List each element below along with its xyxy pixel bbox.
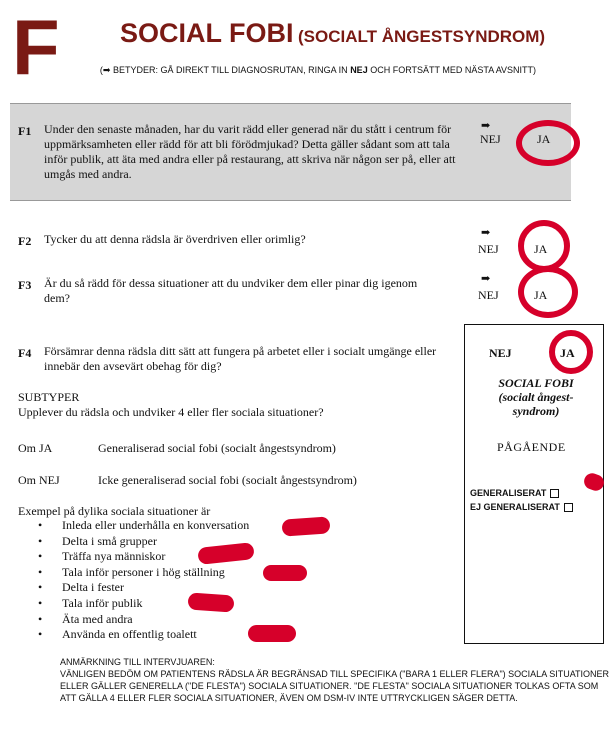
list-item: • Tala inför publik	[38, 596, 249, 612]
question-text-f2: Tycker du att denna rädsla är överdriven eller orimlig?	[44, 232, 306, 246]
diagnosis-title: SOCIAL FOBI (socialt ångest- syndrom)	[498, 376, 574, 418]
option-generaliserat-label: GENERALISERAT	[470, 488, 547, 498]
section-letter: F	[12, 3, 60, 91]
answer-circle-f4	[549, 330, 593, 374]
answer-no-f3[interactable]: NEJ	[478, 288, 499, 302]
question-text-f1: Under den senaste månaden, har du varit rädd eller generad när du stått i centrum för uppmärksamheten eller rädd för att bli förödmjukad? Detta gäller sådant som att tala inför publik, att äta med andra eller på restaurang, att skriva när någon ser på, eller att umgås med andra.	[44, 122, 456, 181]
subtypes-question: Upplever du rädsla och undviker 4 eller fler sociala situationer?	[18, 405, 324, 419]
answer-no-f4[interactable]: NEJ	[489, 346, 512, 360]
page-title	[120, 18, 545, 49]
title-sub: (SOCIALT ÅNGESTSYNDROM)	[297, 27, 546, 46]
note-text: VÄNLIGEN BEDÖM OM PATIENTENS RÄDSLA ÄR BEGRÄNSAD TILL SPECIFIKA ("BARA 1 ELLER FLERA") SOCIALA SITUATIONER ELLER GÄLLER GENERELLA ("DE FLESTA") SOCIALA SITUATIONER. "DE FLESTA" SOCIALA SITUATIONER TOLKAS OFTA SOM ATT GÄLLA 4 ELLER FLER SOCIALA SITUATIONER, ÄVEN OM DSM-IV INTE UTTRYCKLIGEN SÄGER DETTA.	[60, 669, 610, 703]
answer-circle-f1	[516, 120, 580, 166]
pen-mark	[281, 516, 330, 536]
if-no-label: Om NEJ	[18, 473, 60, 487]
option-ej-generaliserat-label: EJ GENERALISERAT	[470, 502, 560, 512]
instruction-post: OCH FORTSÄTT MED NÄSTA AVSNITT)	[367, 65, 537, 75]
question-id-f4: F4	[18, 346, 32, 360]
question-id-f1: F1	[18, 124, 32, 138]
subtypes-heading: SUBTYPER	[18, 390, 80, 404]
instruction-bold: NEJ	[350, 65, 368, 75]
option-ej-generaliserat[interactable]	[470, 502, 573, 512]
note-heading: ANMÄRKNING TILL INTERVJUAREN:	[60, 657, 215, 667]
if-no-text: Icke generaliserad social fobi (socialt ångestsyndrom)	[98, 473, 357, 487]
question-text-f4: Försämrar denna rädsla ditt sätt att fungera på arbetet eller i socialt umgänge eller innebär den avsevärt obehag för dig?	[44, 344, 437, 373]
checkbox-generaliserat[interactable]	[550, 489, 559, 498]
answer-yes-f2[interactable]: JA	[534, 242, 548, 256]
arrow-icon: ➡	[481, 273, 491, 285]
interviewer-note	[60, 656, 612, 704]
answer-no-f1[interactable]: NEJ	[480, 132, 501, 146]
title-main: SOCIAL FOBI	[120, 18, 294, 48]
if-yes-label: Om JA	[18, 441, 53, 455]
pen-mark	[248, 625, 296, 642]
list-item: • Träffa nya människor	[38, 549, 249, 565]
instruction-pre: (➡ BETYDER: GÅ DIREKT TILL DIAGNOSRUTAN, RINGA IN	[99, 65, 351, 75]
instruction-text	[78, 64, 558, 76]
list-item: • Delta i fester	[38, 580, 249, 596]
list-item: • Delta i små grupper	[38, 534, 249, 550]
list-item: • Tala inför personer i hög ställning	[38, 565, 249, 581]
answer-circle-f3	[518, 266, 578, 318]
list-item: • Inleda eller underhålla en konversation	[38, 518, 249, 534]
arrow-icon: ➡	[481, 120, 491, 132]
diagnosis-box	[464, 324, 604, 644]
checkbox-ej-generaliserat[interactable]	[564, 503, 573, 512]
answer-circle-f2	[518, 220, 570, 272]
list-item: • Äta med andra	[38, 612, 249, 628]
answer-yes-f3[interactable]: JA	[534, 288, 548, 302]
answer-yes-f1[interactable]: JA	[537, 132, 551, 146]
question-id-f3: F3	[18, 278, 32, 292]
examples-list	[38, 518, 249, 643]
diagnosis-status: PÅGÅENDE	[497, 440, 566, 454]
pen-mark	[263, 565, 307, 581]
if-yes-text: Generaliserad social fobi (socialt ångestsyndrom)	[98, 441, 336, 455]
arrow-icon: ➡	[481, 227, 491, 239]
question-text-f3: Är du så rädd för dessa situationer att du undviker dem eller pinar dig igenom dem?	[44, 276, 418, 305]
answer-no-f2[interactable]: NEJ	[478, 242, 499, 256]
pen-mark	[187, 592, 234, 612]
answer-yes-f4[interactable]: JA	[560, 346, 575, 360]
option-generaliserat[interactable]	[470, 488, 559, 498]
question-id-f2: F2	[18, 234, 32, 248]
examples-heading: Exempel på dylika sociala situationer är	[18, 504, 211, 518]
list-item: • Använda en offentlig toalett	[38, 627, 249, 643]
